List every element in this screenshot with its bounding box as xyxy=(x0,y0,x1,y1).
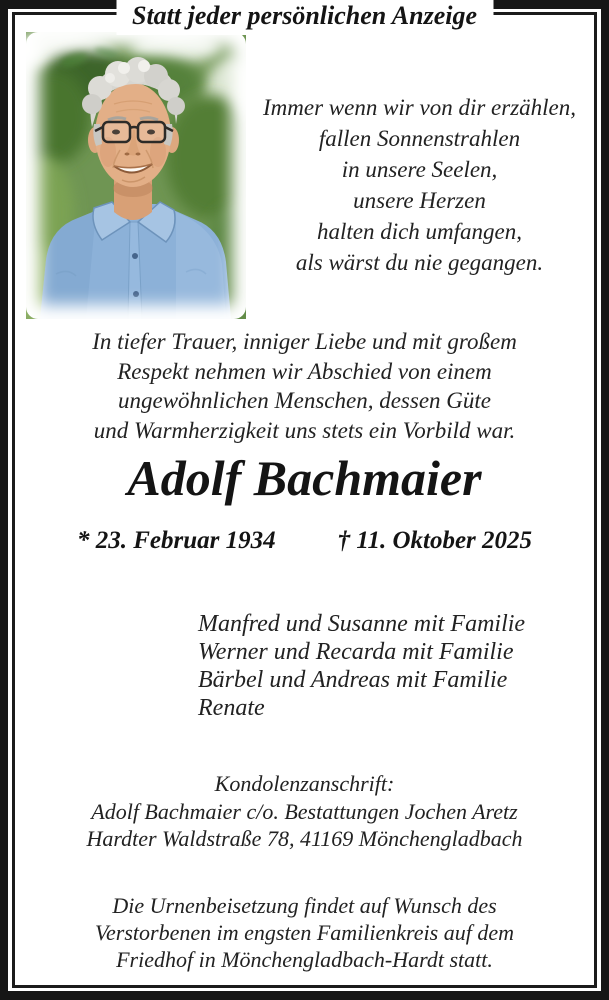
tribute-text xyxy=(22,327,587,445)
mourner-line: Manfred und Susanne mit Familie xyxy=(198,611,526,637)
death-date: † 11. Oktober 2025 xyxy=(337,527,533,554)
condolence-heading: Kondolenzanschrift: xyxy=(214,771,395,796)
mourner-line: Bärbel und Andreas mit Familie xyxy=(198,667,508,693)
poem-line: fallen Sonnenstrahlen xyxy=(318,126,521,151)
poem-line: Immer wenn wir von dir erzählen, xyxy=(262,95,577,120)
poem-line: in unsere Seelen, xyxy=(341,157,498,182)
mourner-line: Werner und Recarda mit Familie xyxy=(198,639,514,665)
condolence-address xyxy=(20,770,589,853)
deceased-name: Adolf Bachmaier xyxy=(127,450,482,506)
mourners-list xyxy=(198,610,525,722)
poem-line: unsere Herzen xyxy=(353,188,486,213)
tribute-line: und Warmherzigkeit uns stets ein Vorbild war. xyxy=(93,417,516,443)
birth-date: * 23. Februar 1934 xyxy=(76,527,276,554)
portrait-illustration xyxy=(26,32,246,319)
funeral-line: Verstorbenen im engsten Familienkreis auf dem xyxy=(95,920,514,945)
tribute-line: Respekt nehmen wir Abschied von einem xyxy=(117,358,492,384)
funeral-line: Friedhof in Mönchengladbach-Hardt statt. xyxy=(116,947,493,972)
condolence-line: Hardter Waldstraße 78, 41169 Mönchengladbach xyxy=(86,826,523,851)
poem-line: als wärst du nie gegangen. xyxy=(295,250,544,275)
banner-title: Statt jeder persönlichen Anzeige xyxy=(116,0,493,35)
tribute-line: ungewöhnlichen Menschen, dessen Güte xyxy=(117,388,491,413)
poem-line: halten dich umfangen, xyxy=(316,219,523,244)
funeral-info xyxy=(20,892,589,973)
poem xyxy=(248,92,591,278)
tribute-line: In tiefer Trauer, inniger Liebe und mit großem xyxy=(92,329,517,354)
condolence-line: Adolf Bachmaier c/o. Bestattungen Jochen Aretz xyxy=(91,798,518,824)
portrait-photo xyxy=(26,32,246,319)
mourner-line: Renate xyxy=(198,695,265,721)
life-dates xyxy=(0,524,609,558)
funeral-line: Die Urnenbeisetzung findet auf Wunsch des xyxy=(112,893,497,918)
